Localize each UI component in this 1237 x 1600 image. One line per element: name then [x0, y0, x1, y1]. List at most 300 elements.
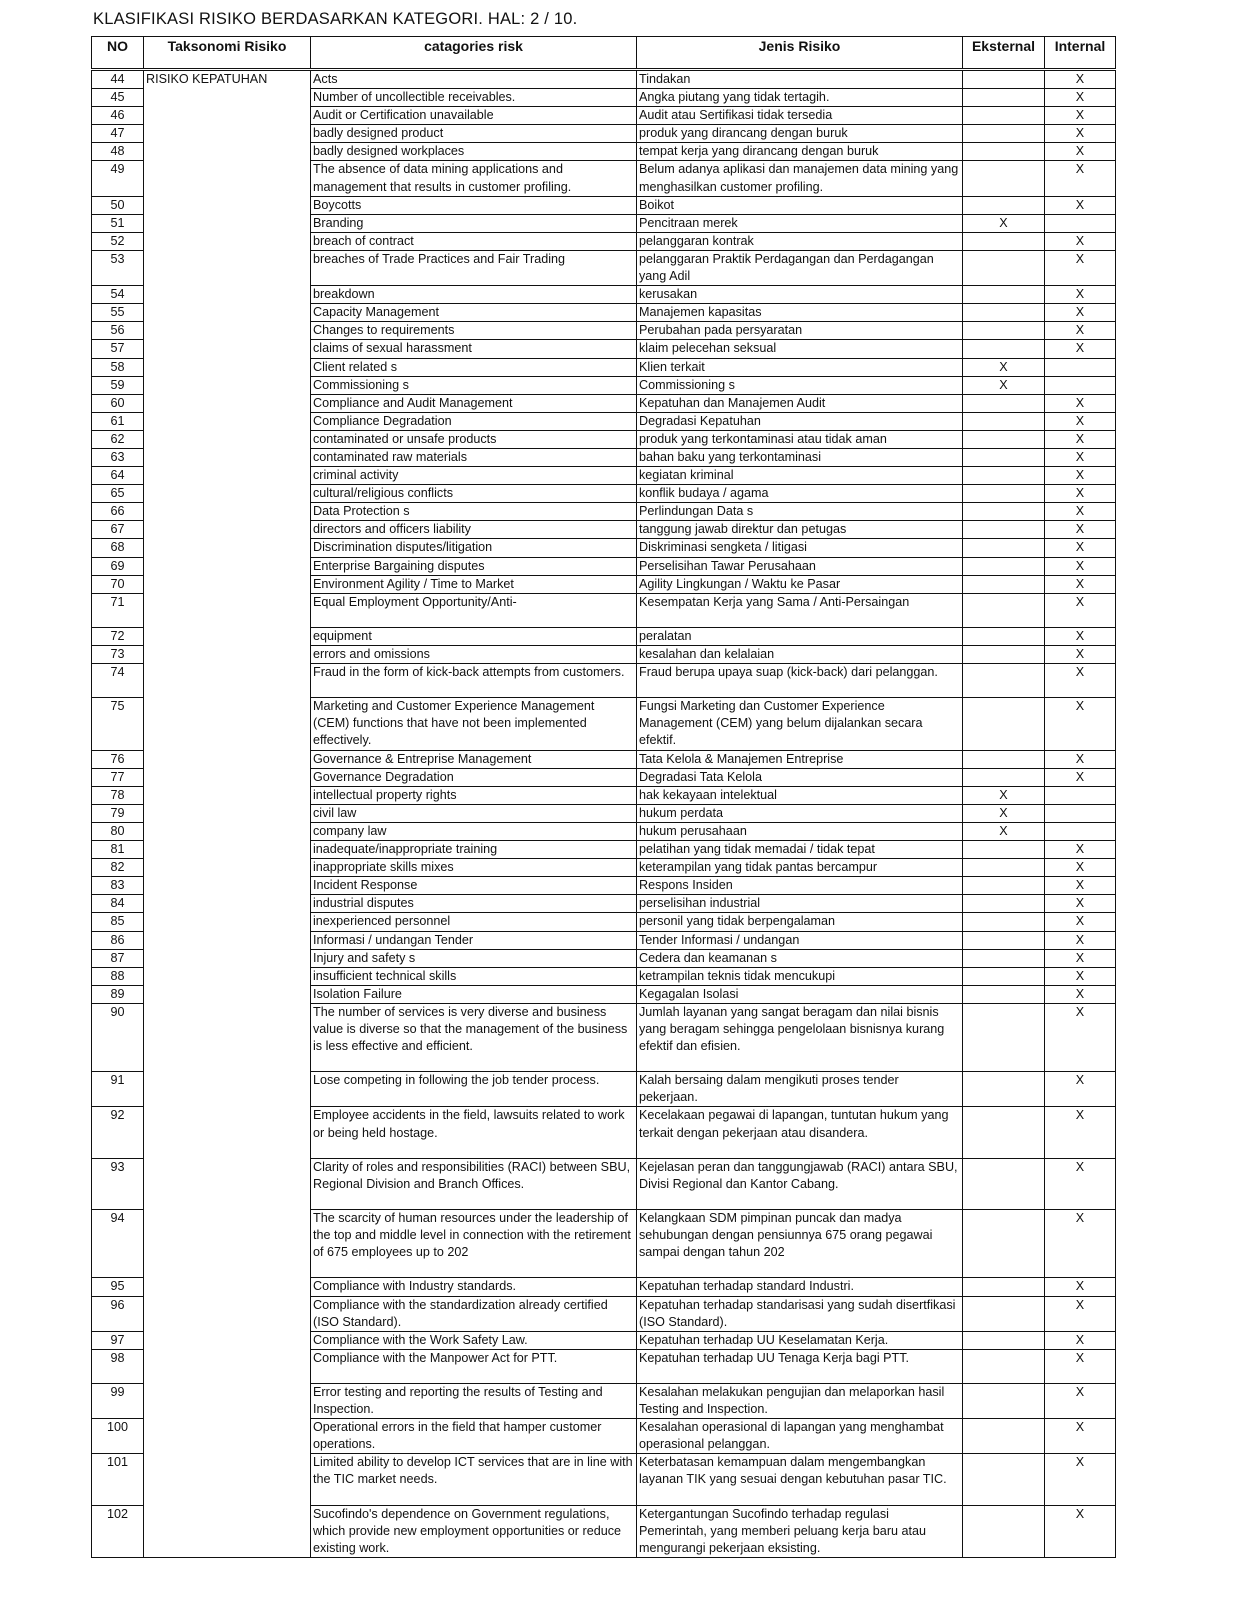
row-number: 44: [92, 70, 144, 89]
category-risk-cell: Acts: [311, 70, 637, 89]
row-number: 99: [92, 1384, 144, 1419]
external-mark: [963, 877, 1045, 895]
jenis-risiko-cell: Pencitraan merek: [637, 214, 963, 232]
jenis-risiko-cell: Kepatuhan terhadap UU Keselamatan Kerja.: [637, 1331, 963, 1349]
row-number: 61: [92, 412, 144, 430]
category-risk-cell: Compliance with the standardization already certified (ISO Standard).: [311, 1296, 637, 1331]
jenis-risiko-cell: konflik budaya / agama: [637, 485, 963, 503]
internal-mark: X: [1045, 304, 1116, 322]
external-mark: X: [963, 804, 1045, 822]
internal-mark: X: [1045, 1349, 1116, 1383]
row-number: 85: [92, 913, 144, 931]
row-number: 56: [92, 322, 144, 340]
row-number: 91: [92, 1072, 144, 1107]
category-risk-cell: Compliance Degradation: [311, 412, 637, 430]
external-mark: [963, 143, 1045, 161]
external-mark: [963, 1384, 1045, 1419]
internal-mark: X: [1045, 768, 1116, 786]
row-number: 90: [92, 1003, 144, 1071]
jenis-risiko-cell: Klien terkait: [637, 358, 963, 376]
row-number: 64: [92, 467, 144, 485]
category-risk-cell: Capacity Management: [311, 304, 637, 322]
external-mark: [963, 859, 1045, 877]
row-number: 100: [92, 1419, 144, 1454]
row-number: 101: [92, 1454, 144, 1505]
internal-mark: X: [1045, 503, 1116, 521]
header-no: NO: [92, 37, 144, 70]
internal-mark: X: [1045, 467, 1116, 485]
jenis-risiko-cell: Perselisihan Tawar Perusahaan: [637, 557, 963, 575]
jenis-risiko-cell: Kesempatan Kerja yang Sama / Anti-Persaingan: [637, 593, 963, 627]
row-number: 87: [92, 949, 144, 967]
row-number: 78: [92, 786, 144, 804]
category-risk-cell: Error testing and reporting the results of Testing and Inspection.: [311, 1384, 637, 1419]
row-number: 97: [92, 1331, 144, 1349]
row-number: 51: [92, 214, 144, 232]
jenis-risiko-cell: perselisihan industrial: [637, 895, 963, 913]
category-risk-cell: Governance Degradation: [311, 768, 637, 786]
category-risk-cell: industrial disputes: [311, 895, 637, 913]
row-number: 45: [92, 89, 144, 107]
external-mark: [963, 196, 1045, 214]
jenis-risiko-cell: Commissioning s: [637, 376, 963, 394]
row-number: 80: [92, 822, 144, 840]
category-risk-cell: breach of contract: [311, 232, 637, 250]
external-mark: [963, 485, 1045, 503]
jenis-risiko-cell: kesalahan dan kelalaian: [637, 646, 963, 664]
table-header-row: [92, 37, 1116, 70]
category-risk-cell: Compliance with the Work Safety Law.: [311, 1331, 637, 1349]
row-number: 54: [92, 286, 144, 304]
jenis-risiko-cell: Perubahan pada persyaratan: [637, 322, 963, 340]
row-number: 60: [92, 394, 144, 412]
row-number: 92: [92, 1107, 144, 1158]
category-risk-cell: criminal activity: [311, 467, 637, 485]
jenis-risiko-cell: Kepatuhan terhadap UU Tenaga Kerja bagi PTT.: [637, 1349, 963, 1383]
internal-mark: X: [1045, 322, 1116, 340]
external-mark: [963, 430, 1045, 448]
internal-mark: X: [1045, 1296, 1116, 1331]
jenis-risiko-cell: Manajemen kapasitas: [637, 304, 963, 322]
jenis-risiko-cell: peralatan: [637, 627, 963, 645]
header-taxonomy: Taksonomi Risiko: [144, 37, 311, 70]
external-mark: [963, 161, 1045, 196]
internal-mark: X: [1045, 89, 1116, 107]
category-risk-cell: inadequate/inappropriate training: [311, 841, 637, 859]
header-external: Eksternal: [963, 37, 1045, 70]
internal-mark: X: [1045, 1107, 1116, 1158]
page-title: KLASIFIKASI RISIKO BERDASARKAN KATEGORI. HAL: 2 / 10.: [93, 10, 578, 28]
category-risk-cell: company law: [311, 822, 637, 840]
jenis-risiko-cell: Fungsi Marketing dan Customer Experience Management (CEM) yang belum dijalankan secara efektif.: [637, 698, 963, 750]
category-risk-cell: Informasi / undangan Tender: [311, 931, 637, 949]
category-risk-cell: insufficient technical skills: [311, 967, 637, 985]
external-mark: X: [963, 786, 1045, 804]
category-risk-cell: errors and omissions: [311, 646, 637, 664]
external-mark: [963, 750, 1045, 768]
table-row: [92, 70, 1116, 89]
internal-mark: X: [1045, 143, 1116, 161]
external-mark: [963, 340, 1045, 358]
category-risk-cell: Data Protection s: [311, 503, 637, 521]
external-mark: [963, 286, 1045, 304]
external-mark: [963, 304, 1045, 322]
row-number: 66: [92, 503, 144, 521]
internal-mark: X: [1045, 967, 1116, 985]
external-mark: X: [963, 376, 1045, 394]
row-number: 94: [92, 1210, 144, 1278]
row-number: 82: [92, 859, 144, 877]
category-risk-cell: contaminated or unsafe products: [311, 430, 637, 448]
jenis-risiko-cell: kegiatan kriminal: [637, 467, 963, 485]
jenis-risiko-cell: hukum perdata: [637, 804, 963, 822]
jenis-risiko-cell: Agility Lingkungan / Waktu ke Pasar: [637, 575, 963, 593]
category-risk-cell: Equal Employment Opportunity/Anti-: [311, 593, 637, 627]
external-mark: [963, 1331, 1045, 1349]
external-mark: [963, 448, 1045, 466]
internal-mark: X: [1045, 913, 1116, 931]
taxonomy-cell: RISIKO KEPATUHAN: [144, 70, 311, 1558]
row-number: 102: [92, 1505, 144, 1557]
category-risk-cell: breakdown: [311, 286, 637, 304]
internal-mark: X: [1045, 394, 1116, 412]
row-number: 98: [92, 1349, 144, 1383]
external-mark: [963, 1505, 1045, 1557]
row-number: 70: [92, 575, 144, 593]
external-mark: [963, 949, 1045, 967]
external-mark: [963, 841, 1045, 859]
jenis-risiko-cell: produk yang terkontaminasi atau tidak aman: [637, 430, 963, 448]
jenis-risiko-cell: Degradasi Tata Kelola: [637, 768, 963, 786]
category-risk-cell: Fraud in the form of kick-back attempts from customers.: [311, 664, 637, 698]
jenis-risiko-cell: Cedera dan keamanan s: [637, 949, 963, 967]
external-mark: [963, 394, 1045, 412]
external-mark: [963, 895, 1045, 913]
jenis-risiko-cell: Kelangkaan SDM pimpinan puncak dan madya sehubungan dengan pensiunnya 675 orang pegawai sampai dengan tahun 202: [637, 1210, 963, 1278]
row-number: 53: [92, 250, 144, 285]
external-mark: [963, 664, 1045, 698]
row-number: 77: [92, 768, 144, 786]
external-mark: [963, 1419, 1045, 1454]
external-mark: [963, 250, 1045, 285]
external-mark: [963, 232, 1045, 250]
row-number: 72: [92, 627, 144, 645]
jenis-risiko-cell: pelanggaran Praktik Perdagangan dan Perdagangan yang Adil: [637, 250, 963, 285]
row-number: 86: [92, 931, 144, 949]
external-mark: [963, 1210, 1045, 1278]
category-risk-cell: Enterprise Bargaining disputes: [311, 557, 637, 575]
internal-mark: X: [1045, 1454, 1116, 1505]
category-risk-cell: equipment: [311, 627, 637, 645]
category-risk-cell: Compliance and Audit Management: [311, 394, 637, 412]
external-mark: [963, 1296, 1045, 1331]
internal-mark: X: [1045, 750, 1116, 768]
row-number: 75: [92, 698, 144, 750]
external-mark: [963, 931, 1045, 949]
row-number: 67: [92, 521, 144, 539]
row-number: 58: [92, 358, 144, 376]
jenis-risiko-cell: ketrampilan teknis tidak mencukupi: [637, 967, 963, 985]
row-number: 81: [92, 841, 144, 859]
internal-mark: [1045, 376, 1116, 394]
external-mark: [963, 913, 1045, 931]
header-internal: Internal: [1045, 37, 1116, 70]
internal-mark: X: [1045, 1072, 1116, 1107]
jenis-risiko-cell: Boikot: [637, 196, 963, 214]
jenis-risiko-cell: Perlindungan Data s: [637, 503, 963, 521]
external-mark: [963, 768, 1045, 786]
row-number: 84: [92, 895, 144, 913]
external-mark: [963, 646, 1045, 664]
external-mark: [963, 557, 1045, 575]
category-risk-cell: Operational errors in the field that hamper customer operations.: [311, 1419, 637, 1454]
internal-mark: X: [1045, 841, 1116, 859]
category-risk-cell: Branding: [311, 214, 637, 232]
jenis-risiko-cell: Tata Kelola & Manajemen Entreprise: [637, 750, 963, 768]
internal-mark: X: [1045, 430, 1116, 448]
category-risk-cell: directors and officers liability: [311, 521, 637, 539]
category-risk-cell: Number of uncollectible receivables.: [311, 89, 637, 107]
category-risk-cell: civil law: [311, 804, 637, 822]
jenis-risiko-cell: bahan baku yang terkontaminasi: [637, 448, 963, 466]
category-risk-cell: The number of services is very diverse and business value is diverse so that the management of the business is less effective and efficient.: [311, 1003, 637, 1071]
internal-mark: X: [1045, 539, 1116, 557]
jenis-risiko-cell: keterampilan yang tidak pantas bercampur: [637, 859, 963, 877]
external-mark: [963, 967, 1045, 985]
internal-mark: X: [1045, 1158, 1116, 1209]
internal-mark: X: [1045, 593, 1116, 627]
category-risk-cell: Audit or Certification unavailable: [311, 107, 637, 125]
external-mark: [963, 985, 1045, 1003]
category-risk-cell: cultural/religious conflicts: [311, 485, 637, 503]
external-mark: X: [963, 358, 1045, 376]
row-number: 79: [92, 804, 144, 822]
internal-mark: X: [1045, 125, 1116, 143]
internal-mark: X: [1045, 70, 1116, 89]
jenis-risiko-cell: Diskriminasi sengketa / litigasi: [637, 539, 963, 557]
external-mark: X: [963, 822, 1045, 840]
row-number: 62: [92, 430, 144, 448]
category-risk-cell: Commissioning s: [311, 376, 637, 394]
external-mark: [963, 698, 1045, 750]
internal-mark: [1045, 786, 1116, 804]
internal-mark: X: [1045, 340, 1116, 358]
jenis-risiko-cell: Angka piutang yang tidak tertagih.: [637, 89, 963, 107]
internal-mark: X: [1045, 107, 1116, 125]
category-risk-cell: Client related s: [311, 358, 637, 376]
external-mark: [963, 412, 1045, 430]
external-mark: [963, 1003, 1045, 1071]
jenis-risiko-cell: pelanggaran kontrak: [637, 232, 963, 250]
row-number: 55: [92, 304, 144, 322]
external-mark: [963, 1349, 1045, 1383]
external-mark: [963, 593, 1045, 627]
external-mark: [963, 627, 1045, 645]
category-risk-cell: badly designed workplaces: [311, 143, 637, 161]
jenis-risiko-cell: produk yang dirancang dengan buruk: [637, 125, 963, 143]
row-number: 89: [92, 985, 144, 1003]
category-risk-cell: Governance & Entreprise Management: [311, 750, 637, 768]
jenis-risiko-cell: Respons Insiden: [637, 877, 963, 895]
jenis-risiko-cell: tempat kerja yang dirancang dengan buruk: [637, 143, 963, 161]
header-type: Jenis Risiko: [637, 37, 963, 70]
category-risk-cell: inappropriate skills mixes: [311, 859, 637, 877]
internal-mark: X: [1045, 1384, 1116, 1419]
jenis-risiko-cell: Jumlah layanan yang sangat beragam dan nilai bisnis yang beragam sehingga pengelolaan bisnisnya kurang efektif dan efisien.: [637, 1003, 963, 1071]
category-risk-cell: inexperienced personnel: [311, 913, 637, 931]
internal-mark: X: [1045, 250, 1116, 285]
jenis-risiko-cell: hukum perusahaan: [637, 822, 963, 840]
internal-mark: X: [1045, 859, 1116, 877]
jenis-risiko-cell: tanggung jawab direktur dan petugas: [637, 521, 963, 539]
category-risk-cell: breaches of Trade Practices and Fair Trading: [311, 250, 637, 285]
row-number: 74: [92, 664, 144, 698]
jenis-risiko-cell: Kesalahan melakukan pengujian dan melaporkan hasil Testing and Inspection.: [637, 1384, 963, 1419]
row-number: 68: [92, 539, 144, 557]
row-number: 46: [92, 107, 144, 125]
category-risk-cell: Changes to requirements: [311, 322, 637, 340]
category-risk-cell: Employee accidents in the field, lawsuits related to work or being held hostage.: [311, 1107, 637, 1158]
internal-mark: X: [1045, 895, 1116, 913]
category-risk-cell: Compliance with Industry standards.: [311, 1278, 637, 1296]
row-number: 47: [92, 125, 144, 143]
jenis-risiko-cell: klaim pelecehan seksual: [637, 340, 963, 358]
external-mark: [963, 125, 1045, 143]
internal-mark: X: [1045, 1505, 1116, 1557]
jenis-risiko-cell: Kegagalan Isolasi: [637, 985, 963, 1003]
category-risk-cell: The absence of data mining applications and management that results in customer profiling.: [311, 161, 637, 196]
internal-mark: X: [1045, 646, 1116, 664]
row-number: 96: [92, 1296, 144, 1331]
category-risk-cell: Sucofindo's dependence on Government regulations, which provide new employment opportunities or reduce existing work.: [311, 1505, 637, 1557]
internal-mark: X: [1045, 412, 1116, 430]
category-risk-cell: badly designed product: [311, 125, 637, 143]
category-risk-cell: Discrimination disputes/litigation: [311, 539, 637, 557]
jenis-risiko-cell: Tender Informasi / undangan: [637, 931, 963, 949]
external-mark: [963, 1278, 1045, 1296]
row-number: 76: [92, 750, 144, 768]
category-risk-cell: Compliance with the Manpower Act for PTT.: [311, 1349, 637, 1383]
row-number: 65: [92, 485, 144, 503]
jenis-risiko-cell: pelatihan yang tidak memadai / tidak tepat: [637, 841, 963, 859]
internal-mark: X: [1045, 485, 1116, 503]
category-risk-cell: Isolation Failure: [311, 985, 637, 1003]
internal-mark: X: [1045, 627, 1116, 645]
row-number: 48: [92, 143, 144, 161]
internal-mark: X: [1045, 575, 1116, 593]
internal-mark: X: [1045, 1331, 1116, 1349]
row-number: 52: [92, 232, 144, 250]
external-mark: [963, 70, 1045, 89]
jenis-risiko-cell: Keterbatasan kemampuan dalam mengembangkan layanan TIK yang sesuai dengan kebutuhan pasar TIC.: [637, 1454, 963, 1505]
internal-mark: [1045, 358, 1116, 376]
internal-mark: X: [1045, 161, 1116, 196]
row-number: 71: [92, 593, 144, 627]
internal-mark: X: [1045, 232, 1116, 250]
category-risk-cell: Lose competing in following the job tender process.: [311, 1072, 637, 1107]
category-risk-cell: claims of sexual harassment: [311, 340, 637, 358]
row-number: 95: [92, 1278, 144, 1296]
jenis-risiko-cell: Kepatuhan terhadap standard Industri.: [637, 1278, 963, 1296]
external-mark: X: [963, 214, 1045, 232]
external-mark: [963, 1454, 1045, 1505]
jenis-risiko-cell: Kalah bersaing dalam mengikuti proses tender pekerjaan.: [637, 1072, 963, 1107]
internal-mark: X: [1045, 949, 1116, 967]
external-mark: [963, 322, 1045, 340]
category-risk-cell: Injury and safety s: [311, 949, 637, 967]
jenis-risiko-cell: Kecelakaan pegawai di lapangan, tuntutan hukum yang terkait dengan pekerjaan atau disandera.: [637, 1107, 963, 1158]
internal-mark: X: [1045, 1278, 1116, 1296]
internal-mark: [1045, 804, 1116, 822]
internal-mark: [1045, 214, 1116, 232]
internal-mark: X: [1045, 557, 1116, 575]
row-number: 73: [92, 646, 144, 664]
jenis-risiko-cell: Ketergantungan Sucofindo terhadap regulasi Pemerintah, yang memberi peluang kerja baru atau mengurangi pekerjaan eksisting.: [637, 1505, 963, 1557]
risk-table: [91, 36, 1116, 1558]
row-number: 69: [92, 557, 144, 575]
external-mark: [963, 575, 1045, 593]
category-risk-cell: Incident Response: [311, 877, 637, 895]
jenis-risiko-cell: Degradasi Kepatuhan: [637, 412, 963, 430]
external-mark: [963, 503, 1045, 521]
jenis-risiko-cell: Fraud berupa upaya suap (kick-back) dari pelanggan.: [637, 664, 963, 698]
internal-mark: X: [1045, 521, 1116, 539]
external-mark: [963, 1158, 1045, 1209]
jenis-risiko-cell: Belum adanya aplikasi dan manajemen data mining yang menghasilkan customer profiling.: [637, 161, 963, 196]
category-risk-cell: Environment Agility / Time to Market: [311, 575, 637, 593]
external-mark: [963, 521, 1045, 539]
internal-mark: X: [1045, 931, 1116, 949]
external-mark: [963, 539, 1045, 557]
jenis-risiko-cell: hak kekayaan intelektual: [637, 786, 963, 804]
internal-mark: X: [1045, 286, 1116, 304]
jenis-risiko-cell: Audit atau Sertifikasi tidak tersedia: [637, 107, 963, 125]
category-risk-cell: Boycotts: [311, 196, 637, 214]
row-number: 57: [92, 340, 144, 358]
header-category: catagories risk: [311, 37, 637, 70]
internal-mark: X: [1045, 448, 1116, 466]
category-risk-cell: Limited ability to develop ICT services that are in line with the TIC market needs.: [311, 1454, 637, 1505]
internal-mark: X: [1045, 698, 1116, 750]
row-number: 93: [92, 1158, 144, 1209]
jenis-risiko-cell: Kepatuhan dan Manajemen Audit: [637, 394, 963, 412]
internal-mark: X: [1045, 985, 1116, 1003]
row-number: 49: [92, 161, 144, 196]
category-risk-cell: Clarity of roles and responsibilities (RACI) between SBU, Regional Division and Branch Offices.: [311, 1158, 637, 1209]
row-number: 59: [92, 376, 144, 394]
internal-mark: X: [1045, 664, 1116, 698]
jenis-risiko-cell: Tindakan: [637, 70, 963, 89]
category-risk-cell: Marketing and Customer Experience Management (CEM) functions that have not been implemented effectively.: [311, 698, 637, 750]
row-number: 88: [92, 967, 144, 985]
internal-mark: X: [1045, 1003, 1116, 1071]
jenis-risiko-cell: Kejelasan peran dan tanggungjawab (RACI) antara SBU, Divisi Regional dan Kantor Cabang.: [637, 1158, 963, 1209]
internal-mark: X: [1045, 196, 1116, 214]
external-mark: [963, 89, 1045, 107]
internal-mark: X: [1045, 1210, 1116, 1278]
jenis-risiko-cell: Kepatuhan terhadap standarisasi yang sudah disertfikasi (ISO Standard).: [637, 1296, 963, 1331]
external-mark: [963, 1107, 1045, 1158]
row-number: 83: [92, 877, 144, 895]
jenis-risiko-cell: Kesalahan operasional di lapangan yang menghambat operasional pelanggan.: [637, 1419, 963, 1454]
external-mark: [963, 467, 1045, 485]
category-risk-cell: intellectual property rights: [311, 786, 637, 804]
internal-mark: [1045, 822, 1116, 840]
jenis-risiko-cell: kerusakan: [637, 286, 963, 304]
category-risk-cell: The scarcity of human resources under the leadership of the top and middle level in connection with the retirement of 675 employees up to 202: [311, 1210, 637, 1278]
external-mark: [963, 1072, 1045, 1107]
internal-mark: X: [1045, 877, 1116, 895]
